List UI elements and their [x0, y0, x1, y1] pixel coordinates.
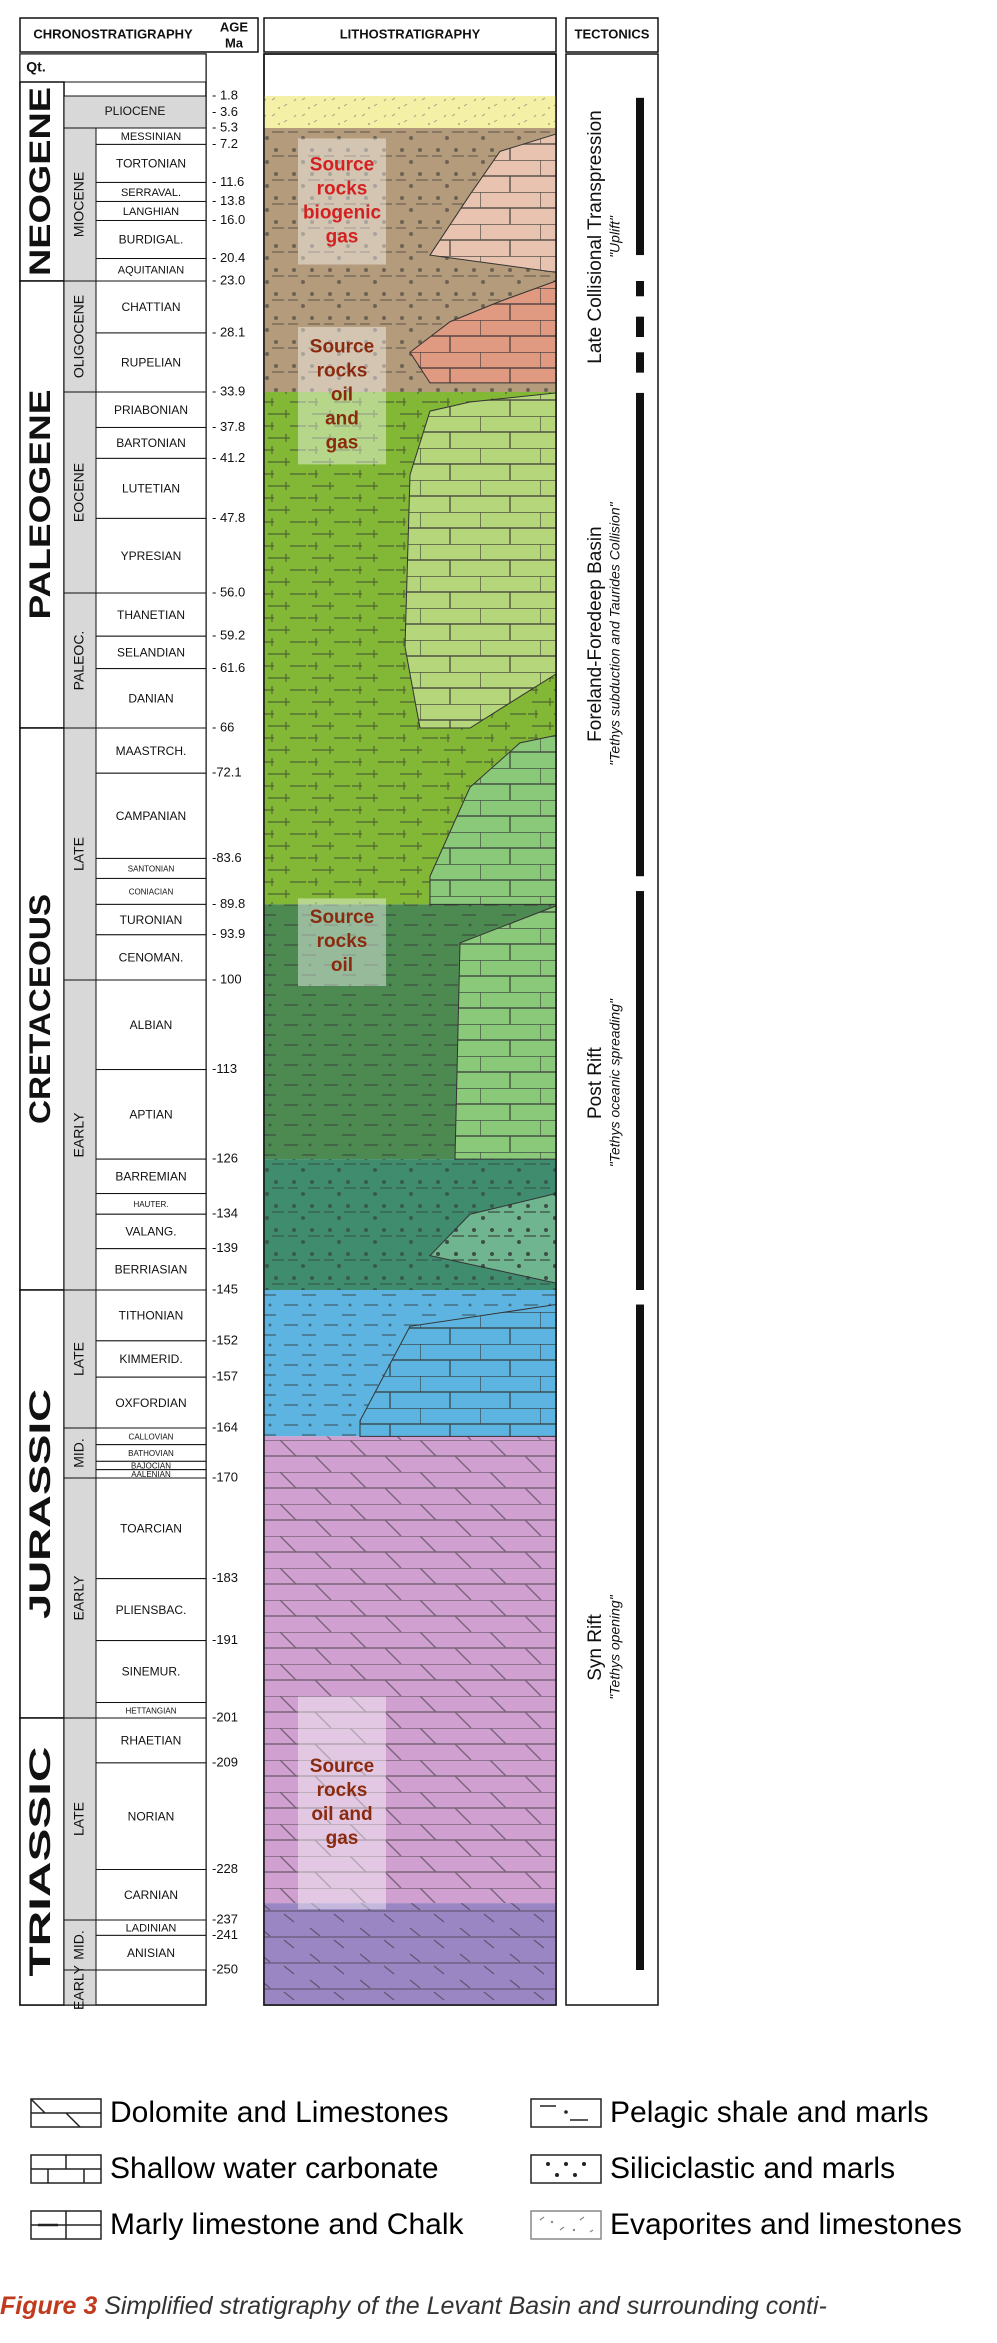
- stage-label: MESSINIAN: [120, 131, 182, 144]
- figure-label: Figure 3: [0, 2292, 98, 2320]
- quaternary-row: [20, 54, 206, 82]
- age-label: -183: [212, 1570, 239, 1586]
- age-label: - 56.0: [212, 584, 246, 600]
- age-label: -237: [212, 1911, 239, 1927]
- stage-label: HETTANGIAN: [125, 1706, 177, 1716]
- stage-label: SINEMUR.: [121, 1664, 181, 1679]
- chrono-header: CHRONOSTRATIGRAPHY: [33, 26, 193, 42]
- age-label: - 100: [212, 971, 242, 987]
- age-label: - 23.0: [212, 272, 246, 288]
- tectonics-phase-note: "Tethys oceanic spreading": [606, 999, 623, 1168]
- epoch-label: LATE: [70, 1802, 87, 1836]
- stage-label: CALLOVIAN: [128, 1432, 174, 1442]
- age-label: - 61.6: [212, 660, 246, 676]
- stage-label: HAUTER.: [133, 1199, 169, 1209]
- tectonics-phase-note: "Tethys opening": [606, 1595, 623, 1700]
- tectonic-activity-bar: [636, 891, 644, 1290]
- stage-label: NORIAN: [127, 1809, 175, 1824]
- epoch-label: PALEOC.: [70, 630, 87, 691]
- tectonics-phase-label: Syn Rift: [585, 1614, 607, 1681]
- age-label: -164: [212, 1419, 239, 1435]
- tectonic-activity-bar: [636, 1305, 644, 1970]
- source-rock-box: [298, 1697, 386, 1910]
- age-header: AGE: [219, 19, 249, 35]
- epoch-label: EOCENE: [70, 462, 87, 523]
- tectonics-phase-note: "Uplift": [606, 216, 623, 258]
- stage-label: THANETIAN: [116, 607, 186, 622]
- epoch-label: EARLY: [70, 1112, 87, 1158]
- age-label: - 16.0: [212, 211, 246, 227]
- source-rock-label: rocks: [316, 931, 368, 953]
- period-label: JURASSIC: [23, 1467, 57, 1619]
- albian-carbonate-wedge-pattern: [455, 906, 556, 1159]
- stage-label: YPRESIAN: [120, 548, 182, 563]
- age-label: -139: [212, 1240, 239, 1256]
- stage-label: RHAETIAN: [120, 1733, 182, 1748]
- stage-label: PLIENSBAC.: [115, 1602, 187, 1617]
- legend-item: [530, 2202, 962, 2248]
- legend-label: Siliciclastic and marls: [610, 2152, 896, 2185]
- source-rock-label: gas: [325, 1827, 359, 1849]
- legend: [0, 2090, 997, 2260]
- age-label: - 66: [212, 719, 235, 735]
- stage-label: TITHONIAN: [118, 1308, 184, 1323]
- legend-item: [30, 2202, 463, 2248]
- age-label: -228: [212, 1860, 239, 1876]
- age-label: - 93.9: [212, 926, 246, 942]
- stage-label: AALENIAN: [131, 1469, 171, 1479]
- age-label: -250: [212, 1961, 239, 1977]
- evaporites-pattern-icon: [530, 2210, 602, 2240]
- age-label: - 41.2: [212, 449, 246, 465]
- tectonics-phase-label: Late Collisional Transpression: [585, 110, 607, 364]
- tectonic-activity-bar: [636, 352, 644, 372]
- age-label: - 3.6: [212, 103, 239, 119]
- stage-label: APTIAN: [129, 1107, 173, 1122]
- caption-text: Simplified stratigraphy of the Levant Basin and surrounding conti-: [97, 2292, 827, 2320]
- source-rock-label: oil: [330, 384, 354, 406]
- stage-label: RUPELIAN: [120, 355, 182, 370]
- stage-label: CAMPANIAN: [115, 809, 187, 824]
- age-label: -209: [212, 1754, 239, 1770]
- source-rock-label: oil and: [311, 1803, 373, 1825]
- stage-label: BARREMIAN: [115, 1169, 187, 1184]
- siliciclastic-pattern-icon: [530, 2154, 602, 2184]
- source-rock-label: Source: [309, 907, 375, 929]
- age-label: - 33.9: [212, 383, 246, 399]
- age-label: - 11.6: [212, 173, 245, 189]
- legend-item: [530, 2146, 895, 2192]
- stage-label: ANISIAN: [126, 1945, 176, 1960]
- pliocene-band-pattern: [264, 96, 556, 128]
- source-rock-label: gas: [325, 432, 359, 454]
- epoch-label: MIOCENE: [70, 171, 87, 238]
- marly-limestone-pattern-icon: [30, 2210, 102, 2240]
- source-rock-label: biogenic: [302, 202, 382, 224]
- legend-item: [530, 2090, 929, 2136]
- litho-header: LITHOSTRATIGRAPHY: [339, 26, 481, 42]
- source-rock-label: and: [325, 408, 359, 430]
- stage-label: BURDIGAL.: [118, 232, 184, 247]
- stage-label: TORTONIAN: [115, 156, 187, 171]
- stage-label: BARTONIAN: [116, 436, 186, 451]
- age-label: -72.1: [212, 764, 242, 780]
- epoch-label: EARLY: [70, 1965, 87, 2010]
- epoch-label: PLIOCENE: [104, 104, 166, 119]
- source-rock-label: gas: [325, 226, 359, 248]
- period-label: TRIASSIC: [23, 1836, 57, 1977]
- stage-label: MAASTRCH.: [115, 743, 187, 758]
- age-label: - 13.8: [212, 192, 246, 208]
- age-label: -152: [212, 1332, 239, 1348]
- stage-label: SELANDIAN: [116, 645, 186, 660]
- tectonic-activity-bar: [636, 393, 644, 876]
- source-rock-label: Source: [309, 154, 375, 176]
- stage-label: VALANG.: [125, 1224, 177, 1239]
- age-label: - 37.8: [212, 418, 246, 434]
- legend-label: Marly limestone and Chalk: [110, 2208, 464, 2241]
- age-label: - 47.8: [212, 509, 246, 525]
- stage-label: DANIAN: [128, 691, 174, 706]
- dolomite-pattern-icon: [30, 2098, 102, 2128]
- epoch-label: EARLY: [70, 1575, 87, 1621]
- tectonic-activity-bar: [636, 317, 644, 337]
- age-label: -201: [212, 1709, 239, 1725]
- legend-label: Evaporites and limestones: [610, 2208, 962, 2241]
- age-label: -134: [212, 1205, 239, 1221]
- pelagic-shale-pattern-icon: [530, 2098, 602, 2128]
- tectonics-header: TECTONICS: [574, 26, 650, 42]
- stage-label: OXFORDIAN: [115, 1395, 187, 1410]
- age-label: - 7.2: [212, 135, 239, 151]
- age-label: - 1.8: [212, 87, 239, 103]
- epoch-label: MID.: [70, 1438, 87, 1468]
- age-label: - 20.4: [212, 249, 246, 265]
- stage-label: ALBIAN: [129, 1017, 173, 1032]
- legend-label: Dolomite and Limestones: [110, 2096, 449, 2129]
- stage-label: SERRAVAL.: [120, 186, 182, 199]
- stage-label: TURONIAN: [119, 912, 183, 927]
- stage-label: AQUITANIAN: [117, 264, 185, 277]
- stage-label: SANTONIAN: [127, 864, 175, 874]
- legend-item: [30, 2146, 439, 2192]
- stage-label: CONIACIAN: [128, 887, 174, 897]
- epoch-label: OLIGOCENE: [70, 294, 87, 379]
- shallow-carbonate-pattern-icon: [30, 2154, 102, 2184]
- stage-label: TOARCIAN: [120, 1521, 182, 1536]
- age-label: - 59.2: [212, 627, 246, 643]
- legend-label: Pelagic shale and marls: [610, 2096, 929, 2129]
- stage-label: CENOMAN.: [118, 950, 184, 965]
- legend-item: [30, 2090, 449, 2136]
- stage-label: BAJOCIAN: [130, 1461, 172, 1471]
- tectonics-phase-label: Foreland-Foredeep Basin: [585, 526, 607, 742]
- tectonic-activity-bar: [636, 281, 644, 296]
- stage-label: BERRIASIAN: [114, 1262, 188, 1277]
- age-label: -170: [212, 1469, 239, 1485]
- age-label: -241: [212, 1926, 239, 1942]
- age-label: -157: [212, 1368, 239, 1384]
- epoch-label: LATE: [70, 837, 87, 871]
- period-label: NEOGENE: [23, 125, 57, 276]
- age-label: -126: [212, 1150, 239, 1166]
- epoch-label: LATE: [70, 1342, 87, 1376]
- age-label: -83.6: [212, 849, 242, 865]
- period-label: CRETACEOUS: [23, 916, 57, 1124]
- age-label: - 5.3: [212, 119, 239, 135]
- source-rock-label: Source: [309, 336, 375, 358]
- figure-caption: [0, 2292, 997, 2321]
- source-rock-label: rocks: [316, 360, 368, 382]
- tectonics-phase-note: "Tethys subduction and Taurides Collision": [606, 502, 623, 766]
- period-label: PALEOGENE: [23, 433, 57, 620]
- stage-label: CHATTIAN: [121, 300, 181, 315]
- stage-label: LADINIAN: [125, 1922, 177, 1935]
- quaternary-label: Qt.: [26, 58, 46, 75]
- paleogene-carbonate-wedge-pattern: [405, 393, 556, 728]
- epoch-label: MID.: [70, 1930, 87, 1960]
- age-label: - 89.8: [212, 895, 246, 911]
- tectonic-activity-bar: [636, 98, 644, 255]
- source-rock-label: rocks: [316, 178, 368, 200]
- source-rock-label: rocks: [316, 1779, 368, 1801]
- legend-label: Shallow water carbonate: [110, 2152, 439, 2185]
- age-label: -145: [212, 1281, 239, 1297]
- age-label: -191: [212, 1632, 239, 1648]
- age-label: - 28.1: [212, 324, 246, 340]
- stage-label: LANGHIAN: [122, 205, 180, 218]
- age-unit-header: Ma: [224, 35, 244, 51]
- source-rock-label: oil: [330, 955, 354, 977]
- stage-label: BATHOVIAN: [128, 1449, 174, 1459]
- tectonics-phase-label: Post Rift: [585, 1047, 607, 1120]
- stage-label: CARNIAN: [123, 1887, 179, 1902]
- age-label: -113: [212, 1060, 238, 1076]
- mid-triassic-band-pattern: [264, 1903, 556, 2005]
- stage-label: LUTETIAN: [121, 481, 181, 496]
- stage-label: PRIABONIAN: [113, 402, 189, 417]
- source-rock-label: Source: [309, 1755, 375, 1777]
- stage-label: KIMMERID.: [119, 1352, 183, 1367]
